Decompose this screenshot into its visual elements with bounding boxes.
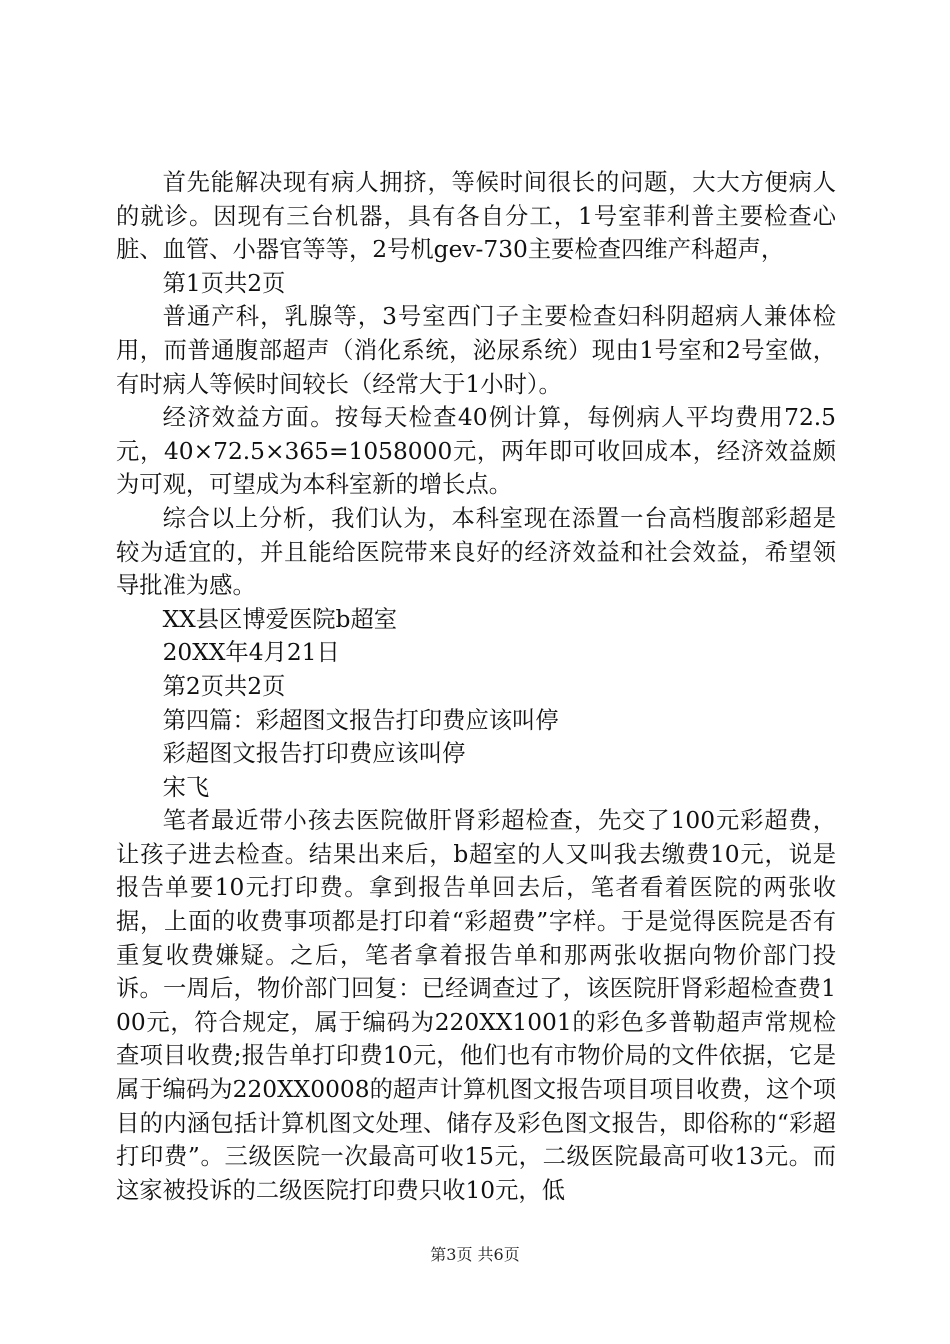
page-footer: 第3页 共6页	[430, 1245, 520, 1264]
paragraph-article-body: 笔者最近带小孩去医院做肝肾彩超检查，先交了100元彩超费，让孩子进去检查。结果出来后，b超室的人又叫我去缴费10元，说是报告单要10元打印费。拿到报告单回去后，笔者看着医院的两张收据，上面的收费事项都是打印着“彩超费”字样。于是觉得医院是否有重复收费嫌疑。之后，笔者拿着报告单和那两张收据向物价部门投诉。一周后，物价部门回复：已经调查过了，该医院肝肾彩超检查费100元，符合规定，属于编码为220XX1001的彩色多普勒超声常规检查项目收费;报告单打印费10元，他们也有市物价局的文件依据，它是属于编码为220XX0008的超声计算机图文报告项目项目收费，这个项目的内涵包括计算机图文处理、储存及彩色图文报告，即俗称的“彩超打印费”。三级医院一次最高可收15元，二级医院最高可收13元。而这家被投诉的二级医院打印费只收10元，低	[116, 807, 836, 1204]
page-marker-2: 第2页共2页	[162, 672, 286, 700]
paragraph-economic-benefit: 经济效益方面。按每天检查40例计算，每例病人平均费用72.5元，40×72.5×365=1058000元，两年即可收回成本，经济效益颇为可观，可望成为本科室新的增长点。	[116, 404, 836, 499]
paragraph-obstetrics: 普通产科，乳腺等，3号室西门子主要检查妇科阴超病人兼体检用，而普通腹部超声（消化系统，泌尿系统）现由1号室和2号室做，有时病人等候时间较长（经常大于1小时）。	[116, 303, 836, 398]
signature-date: 20XX年4月21日	[162, 639, 340, 667]
document-body	[116, 166, 836, 1207]
page-marker-1: 第1页共2页	[162, 269, 286, 297]
section-heading: 第四篇：彩超图文报告打印费应该叫停	[162, 706, 559, 734]
article-author: 宋飞	[162, 773, 210, 801]
article-title: 彩超图文报告打印费应该叫停	[162, 740, 466, 768]
paragraph-conclusion: 综合以上分析，我们认为，本科室现在添置一台高档腹部彩超是较为适宜的，并且能给医院带来良好的经济效益和社会效益，希望领导批准为感。	[116, 504, 836, 600]
signature-department: XX县区博爱医院b超室	[162, 605, 398, 633]
paragraph-intro: 首先能解决现有病人拥挤，等候时间很长的问题，大大方便病人的就诊。因现有三台机器，具有各自分工，1号室菲利普主要检查心脏、血管、小器官等等，2号机gev-730主要检查四维产科超声，	[116, 169, 836, 264]
